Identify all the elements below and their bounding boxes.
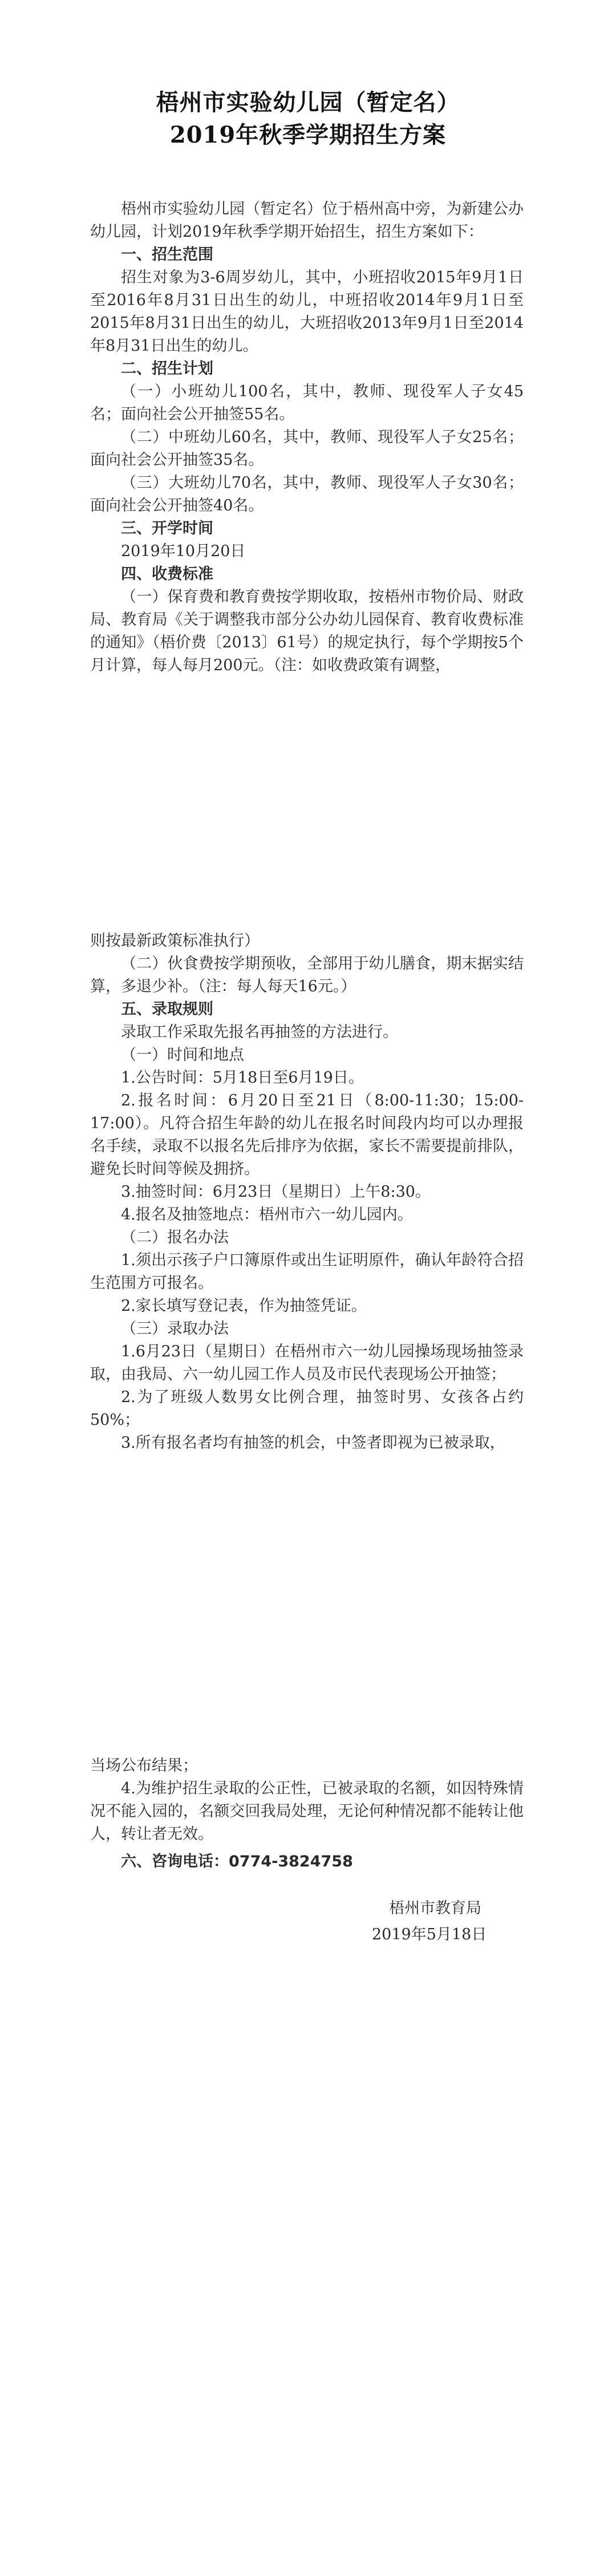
body-part-2 xyxy=(90,930,524,1455)
section-4-item-1: （一）保育费和教育费按学期收取，按梧州市物价局、财政局、教育局《关于调整我市部分公办幼儿园保育、教育收费标准的通知》（梧价费〔2013〕61号）的规定执行，每个学期按5个月计算，每人每月200元。（注：如收费政策有调整， xyxy=(90,588,524,674)
section-5-time-item-4: 4.报名及抽签地点：梧州市六一幼儿园内。 xyxy=(121,1206,413,1224)
section-5-admit-item-1: 1.6月23日（星期日）在梧州市六一幼儿园操场现场抽签录取，由我局、六一幼儿园工作人员及市民代表现场公开抽签； xyxy=(90,1343,524,1383)
section-4-item-2: （二）伙食费按学期预收，全部用于幼儿膳食，期末据实结算，多退少补。（注：每人每天16元。） xyxy=(90,955,524,995)
section-5-time-item-2: 2.报名时间：6月20日至21日（8:00-11:30；15:00-17:00）。凡符合招生年龄的幼儿在报名时间段内均可以办理报名手续，录取不以报名先后排序为依据，家长不需要提前排队，避免长时间等候及拥挤。 xyxy=(90,1092,524,1178)
section-2-item-2: （二）中班幼儿60名，其中，教师、现役军人子女25名；面向社会公开抽签35名。 xyxy=(90,428,524,469)
section-2-heading: 二、招生计划 xyxy=(121,360,213,378)
section-5-admit-item-3: 3.所有报名者均有抽签的机会，中签者即视为已被录取， xyxy=(121,1434,505,1452)
section-5-sub-3: （三）录取办法 xyxy=(121,1320,229,1338)
section-5-admit-item-4: 4.为维护招生录取的公正性，已被录取的名额，如因特殊情况不能入园的，名额交回我局处理，无论何种情况都不能转让他人，转让者无效。 xyxy=(90,1780,524,1843)
body-part-3 xyxy=(90,1755,524,1873)
section-1-text: 招生对象为3-6周岁幼儿，其中，小班招收2015年9月1日至2016年8月31日出生的幼儿，中班招收2014年9月1日至2015年8月31日出生的幼儿，大班招收2013年9月1日至2014年8月31日出生的幼儿。 xyxy=(90,269,524,355)
section-2-item-3: （三）大班幼儿70名，其中，教师、现役军人子女30名；面向社会公开抽签40名。 xyxy=(90,474,524,515)
section-5-sub-1: （一）时间和地点 xyxy=(121,1046,244,1064)
section-5-admit-item-3-continued: 当场公布结果； xyxy=(90,1757,198,1775)
section-4-heading: 四、收费标准 xyxy=(121,565,213,583)
section-5-heading: 五、录取规则 xyxy=(121,1001,213,1018)
document-title-line1: 梧州市实验幼儿园（暂定名） xyxy=(156,89,460,116)
section-4-item-1-continued: 则按最新政策标准执行） xyxy=(90,932,260,950)
section-3-text: 2019年10月20日 xyxy=(121,542,246,560)
signature-organization: 梧州市教育局 xyxy=(389,1899,481,1917)
section-1-heading: 一、招生范围 xyxy=(121,246,213,264)
section-5-register-item-2: 2.家长填写登记表，作为抽签凭证。 xyxy=(121,1297,367,1315)
section-5-sub-2: （二）报名办法 xyxy=(121,1229,229,1246)
section-5-time-item-1: 1.公告时间：5月18日至6月19日。 xyxy=(121,1069,364,1087)
section-5-time-item-3: 3.抽签时间：6月23日（星期日）上午8:30。 xyxy=(121,1183,431,1201)
section-3-heading: 三、开学时间 xyxy=(121,520,213,537)
intro-paragraph: 梧州市实验幼儿园（暂定名）位于梧州高中旁，为新建公办幼儿园，计划2019年秋季学期开始招生，招生方案如下： xyxy=(90,200,524,241)
section-6-contact-phone: 六、咨询电话：0774-3824758 xyxy=(121,1853,353,1870)
section-5-register-item-1: 1.须出示孩子户口簿原件或出生证明原件，确认年龄符合招生范围方可报名。 xyxy=(90,1251,524,1292)
section-2-item-1: （一）小班幼儿100名，其中，教师、现役军人子女45名；面向社会公开抽签55名。 xyxy=(90,383,524,423)
body-part-1 xyxy=(90,198,524,677)
section-5-admit-item-2: 2.为了班级人数男女比例合理，抽签时男、女孩各占约50%； xyxy=(90,1388,524,1429)
signature-date: 2019年5月18日 xyxy=(372,1926,487,1943)
document-title-line2: 2019年秋季学期招生方案 xyxy=(169,121,447,148)
section-5-intro: 录取工作采取先报名再抽签的方法进行。 xyxy=(121,1023,398,1041)
